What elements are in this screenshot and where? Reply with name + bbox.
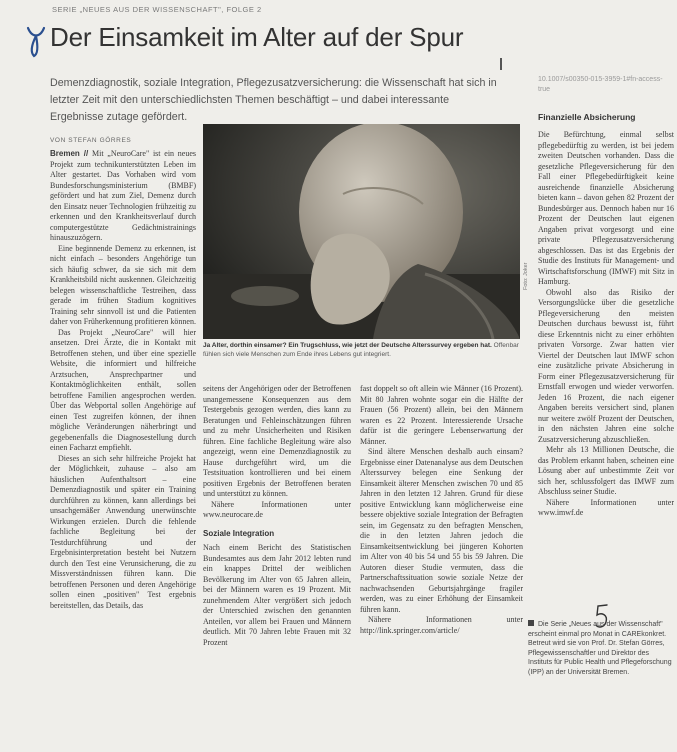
series-label: SERIE „NEUES AUS DER WISSENSCHAFT", FOLGE 2 bbox=[52, 5, 262, 14]
caption-text: Offenbar fühlen sich viele Menschen zum Ende ihres Lebens gut integriert. bbox=[203, 342, 519, 358]
paragraph: Nähere Informationen unter http://link.springer.com/article/ bbox=[360, 615, 523, 635]
paragraph bbox=[50, 149, 196, 244]
dateline: Bremen // bbox=[50, 149, 89, 158]
paragraph: seitens der Angehörigen oder der Betroffenen unangemessene Konsequenzen aus dem Testergebnis gezogen werden, dies kann zu Beratungen und Fehleinschätzungen führen und zu mehr Unsicherheiten und Risiken führen. Eine fachliche Begleitung wäre also angezeigt, wenn eine Demenzdiagnostik zu Hause durchgeführt wird, um die Testsituation kontrollieren und bei einem positiven Ergebnis der Betroffenen beraten und unterstützt zu können. bbox=[203, 384, 351, 498]
series-info-box bbox=[528, 620, 673, 677]
paragraph-text: Mit „NeuroCare" ist ein neues Projekt zum technikunterstützten Leben im Alter gestartet. Das Vorhaben wird vom Bundesforschungsministerium (BMBF) gefördert und hat zum Ziel, Demenz durch den Einsatz neuer Technologien frühzeitig zu erkennen und den Krankheitsverlauf durch computergestützte Gedächtnistrainings hinauszuzögern. bbox=[50, 149, 196, 242]
caption-bold: Ja Alter, dorthin einsamer? Ein Trugschluss, wie jetzt der Deutsche Alterssurvey ergeben hat. bbox=[203, 342, 492, 349]
doi-reference: 10.1007/s00350-015-3959-1#fn-access-true bbox=[538, 76, 663, 93]
info-text: Die Serie „Neues aus der Wissenschaft" erscheint einmal pro Monat in CAREkonkret. Betreut wird sie von Prof. Dr. Stefan Görres, Pflegewissenschaftler und Direktor des Instituts für Public Health und Pflegeforschung (IPP) an der Universität Bremen. bbox=[528, 621, 672, 676]
paragraph: Eine beginnende Demenz zu erkennen, ist nicht einfach – besonders Angehörige tun sich häufig schwer, da sie sich mit dem Krankheitsbild nicht auskennen. Gleichzeitig belegen wissenschaftliche Testreihen, dass gerade im frühen Stadium kognitives Training sehr sinnvoll ist und die Patienten daher von Früherkennung profitieren können. bbox=[50, 243, 196, 326]
elderly-man-photo bbox=[203, 124, 520, 339]
paragraph: fast doppelt so oft allein wie Männer (16 Prozent). Mit 80 Jahren wohnte sogar ein die Hälfte der Frauen (56 Prozent) allein, bei den Männern waren es 22 Prozent. Interessierende Ursache dafür ist die geringere Lebenserwartung der Männer. bbox=[360, 384, 523, 446]
paragraph: Sind ältere Menschen deshalb auch einsam? Ergebnisse einer Datenanalyse aus dem Deutschen Alterssurvey belegen eine Senkung der Einsamkeit älterer Menschen zwischen 70 und 85 Jahren in den letzten 12 Jahren. Grund für diese positive Entwicklung kann möglicherweise eine bessere objektive soziale Integration der Befragten sein, im Gegensatz zu den befragten Menschen, die in den letzten Jahren jedoch die Einsamkeitsentwicklung bei jüngeren Kohorten im Alter von 40 bis 54 und 55 bis 59 Jahren. Die Autoren dieser Studie vermuten, dass die Partnerschaftssituation sowie soziale Netze der nachwachsenden Geburtsjahrgänge fragiler werden, was zu einer Erhöhung der Einsamkeit führen kann. bbox=[360, 447, 523, 614]
article-photo bbox=[203, 124, 520, 339]
article-column-1 bbox=[50, 149, 196, 749]
sidebar-heading: Finanzielle Absicherung bbox=[538, 112, 636, 122]
paragraph: Nähere Informationen unter www.neurocare.de bbox=[203, 499, 351, 519]
sidebar-paragraph: Mehr als 13 Millionen Deutsche, die das Problem erkannt haben, scheinen eine Lösung aber auf unbestimmte Zeit vor sich her, schlussfolgert das IMWF zum Abschluss seiner Studie. bbox=[538, 445, 674, 496]
sidebar-column bbox=[538, 130, 674, 620]
byline: VON STEFAN GÖRRES bbox=[50, 137, 132, 144]
sidebar-paragraph: Die Befürchtung, einmal selbst pflegebedürftig zu werden, ist bei jedem zweiten Deutschen vorhanden. Dass die gesetzliche Pflegeversicherung für den Fall einer Pflegebedürftigkeit keine ausreichende finanzielle Absicherung bieten kann – davon gehen 82 Prozent der Bundesbürger aus. Dennoch haben nur 16 Prozent der Deutschen laut eigenen Angaben privat vorgesorgt und eine private Pflegezusatzversicherung abgeschlossen. Das ist das Ergebnis der Studie des Instituts für Management- und Wirtschaftsforschung (IMWF) mit Sitz in Hamburg. bbox=[538, 130, 674, 286]
article-headline: Der Einsamkeit im Alter auf der Spur bbox=[50, 22, 464, 52]
bullet-square-icon bbox=[528, 620, 534, 626]
sidebar-paragraph: Obwohl also das Risiko der Versorgungslücke über die gesetzliche Pflegeversicherung den meisten Deutschen durchaus bewusst ist, führt diese Erkenntnis nicht zu einer erhöhten privaten Vorsorge. Zwar hatten vier Viertel der Deutschen laut IMWF schon eine zusätzliche private Absicherung in Form einer Pflegezusatzversicherung für Ernstfall erwogen und wieder verworfen. Jeden 16 Prozent, die nach eigener Angaben bereits versichert sind, planen nur weitere zwölf Prozent der Deutschen, in den nächsten Jahren eine solche Zusatzversicherung abzuschließen. bbox=[538, 287, 674, 444]
series-swirl-icon bbox=[22, 24, 50, 58]
sidebar-paragraph: Nähere Informationen unter www.imwf.de bbox=[538, 497, 674, 517]
photo-credit: Foto: Joker bbox=[523, 262, 529, 290]
paragraph: Nach einem Bericht des Statistischen Bundesamtes aus dem Jahr 2012 lebten rund ein knappes Drittel der weiblichen Bevölkerung im Alter von 65 Jahren allein, bei der Männern waren es 19 Prozent. Mit zunehmendem Alter vergrößert sich jedoch der Unterschied zwischen den genannten Anteilen, vor allem bei Frauen und Männern deutlich. Mit 70 Jahren lebte Frauen mit 32 Prozent bbox=[203, 543, 351, 647]
article-lead: Demenzdiagnostik, soziale Integration, Pflegezusatzversicherung: die Wissenschaft hat sich in letzter Zeit mit den unterschiedlichsten Themen beschäftigt – und dabei interessante Ergebnisse zutage gefördert. bbox=[50, 77, 497, 123]
pen-mark bbox=[500, 58, 502, 70]
photo-caption bbox=[203, 341, 525, 359]
article-column-3 bbox=[360, 384, 523, 749]
paragraph: Das Projekt „NeuroCare" will hier ansetzen. Drei Ärzte, die in Kontakt mit Betroffenen stehen, und über eine spezielle Website, die informiert und hilfreiche Arztsuchen, Ansprechpartner und Kontaktmöglichkeiten enthält, sollen betroffene Familien angesprochen werden. Über das Webportal sollen Angehörige auf einen Test zugreifen können, der ihnen mögliche Veränderungen näherbringt und gegebenenfalls die Diagnosestellung durch einen Facharzt empfiehlt. bbox=[50, 327, 196, 452]
section-heading: Soziale Integration bbox=[203, 528, 275, 538]
paragraph: Dieses an sich sehr hilfreiche Projekt hat der Möglichkeit, zuhause – also am häuslichen Aufenthaltsort – eine Demenzdiagnostik und später ein Training durchführen zu können, kann allerdings bei unsachgemäßer Anwendung unerwünschte Wirkungen erzielen. Durch die fehlende fachliche Begleitung bei der Testdurchführung und der Ergebnisinterpretation besteht bei Nutzern durch den Test eine Verunsicherung, die zu Missverständnissen führen kann. Die betroffenen Personen und deren Angehörige sollen einen „positiven" Test ergebnis bereitstellen, das Details, das bbox=[50, 453, 196, 610]
article-column-2 bbox=[203, 384, 351, 749]
